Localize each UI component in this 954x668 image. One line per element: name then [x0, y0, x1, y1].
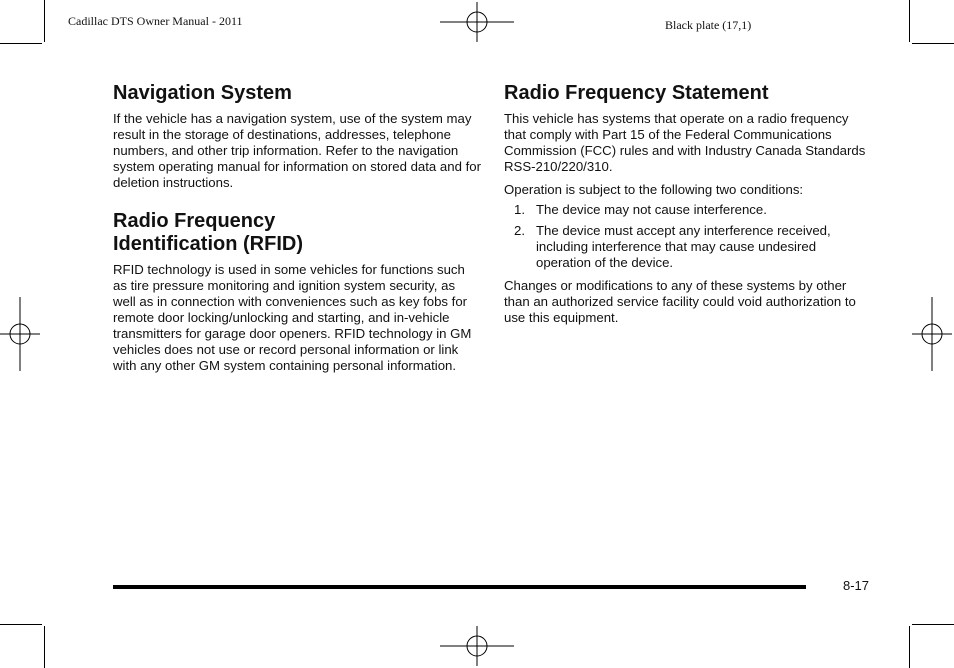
- crop-mark: [0, 43, 42, 44]
- registration-mark-icon: [440, 626, 514, 666]
- list-item-text: The device must accept any interference received, including interference that may cause undesired operation of the device.: [536, 223, 831, 270]
- radio-frequency-statement-heading: Radio Frequency Statement: [504, 82, 769, 104]
- rfid-heading: [113, 210, 481, 256]
- crop-mark: [0, 624, 42, 625]
- list-item: [504, 202, 874, 218]
- crop-mark: [912, 43, 954, 44]
- conditions-intro-text: Operation is subject to the following two conditions:: [504, 182, 804, 197]
- crop-mark: [44, 626, 45, 668]
- crop-mark: [909, 0, 910, 42]
- list-item: [504, 223, 874, 271]
- list-item-number: 1.: [514, 202, 525, 217]
- header-plate-label: Black plate (17,1): [665, 18, 752, 32]
- rfid-heading-line2: Identification (RFID): [113, 233, 303, 255]
- modifications-warning-text: Changes or modifications to any of these systems by other than an authorized service facility could void authorization to use this equipment.: [504, 278, 856, 325]
- crop-mark: [909, 626, 910, 668]
- navigation-system-text: If the vehicle has a navigation system, use of the system may result in the storage of destinations, addresses, telephone numbers, and other trip information. Refer to the navigation system operating manual for information on stored data and for deletion instructions.: [113, 111, 481, 190]
- crop-mark: [912, 624, 954, 625]
- radio-frequency-intro-text: This vehicle has systems that operate on a radio frequency that comply with Part 15 of the Federal Communications Commission (FCC) rules and with Industry Canada Standards RSS-210/220/310.: [504, 111, 866, 174]
- footer-rule: [113, 585, 806, 589]
- conditions-list: [504, 202, 874, 271]
- header-manual-title: Cadillac DTS Owner Manual - 2011: [68, 14, 243, 28]
- list-item-number: 2.: [514, 223, 525, 238]
- crop-mark: [44, 0, 45, 42]
- list-item-text: The device may not cause interference.: [536, 202, 767, 217]
- registration-mark-icon: [0, 297, 40, 371]
- registration-mark-icon: [912, 297, 952, 371]
- right-column: [504, 82, 874, 326]
- rfid-heading-line1: Radio Frequency: [113, 210, 276, 232]
- rfid-text: RFID technology is used in some vehicles for functions such as tire pressure monitoring and ignition system security, as well as in connection with conveniences such as key fobs for remote door locking/unlocking and starting, and in-vehicle transmitters for garage door openers. RFID technology in GM vehicles does not use or record personal information or link with any other GM system containing personal information.: [113, 262, 472, 373]
- left-column: [113, 82, 481, 374]
- navigation-system-heading: Navigation System: [113, 82, 292, 104]
- page-number: 8-17: [843, 578, 870, 593]
- registration-mark-icon: [440, 2, 514, 42]
